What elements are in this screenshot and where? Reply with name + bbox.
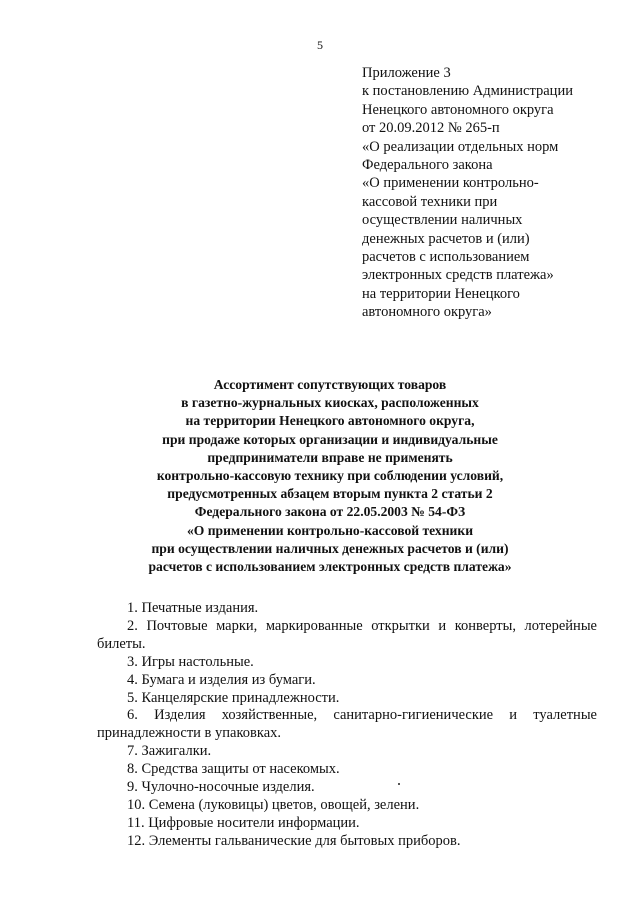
list-item-continuation: принадлежности в упаковках. [97, 725, 282, 742]
appendix-line: электронных средств платежа» [362, 267, 554, 284]
appendix-line: расчетов с использованием [362, 249, 530, 266]
scan-speck [398, 783, 400, 785]
list-item: 8. Средства защиты от насекомых. [127, 761, 340, 778]
list-item: 6. Изделия хозяйственные, санитарно-гигиенические и туалетные [127, 707, 597, 724]
title-line: Ассортимент сопутствующих товаров [213, 377, 447, 392]
appendix-line: денежных расчетов и (или) [362, 230, 530, 247]
document-title [60, 376, 600, 576]
appendix-line: кассовой техники при [362, 193, 498, 210]
list-item: 11. Цифровые носители информации. [127, 814, 360, 831]
list-item: 10. Семена (луковицы) цветов, овощей, зелени. [127, 796, 420, 813]
list-item: 1. Печатные издания. [127, 600, 259, 616]
page-number: 5 [317, 38, 323, 52]
appendix-line: автономного округа» [362, 304, 492, 321]
list-item: 9. Чулочно-носочные изделия. [127, 779, 315, 796]
list-item: 3. Игры настольные. [127, 653, 254, 670]
title-line: на территории Ненецкого автономного округа, [185, 413, 475, 429]
list-item: 5. Канцелярские принадлежности. [127, 689, 340, 706]
list-item: 2. Почтовые марки, маркированные открытки и конверты, лотерейные [127, 617, 597, 634]
appendix-line: на территории Ненецкого [362, 285, 520, 302]
list-item: 7. Зажигалки. [127, 743, 212, 760]
list-item: 4. Бумага и изделия из бумаги. [127, 671, 316, 688]
title-line: при осуществлении наличных денежных расчетов и (или) [151, 540, 509, 556]
title-line: при продаже которых организации и индивидуальные [162, 431, 498, 447]
appendix-line: Федерального закона [362, 157, 493, 174]
title-line: Федерального закона от 22.05.2003 № 54-ФЗ [194, 504, 466, 520]
title-line: предусмотренных абзацем вторым пункта 2 статьи 2 [167, 486, 493, 502]
appendix-line: Приложение 3 [362, 65, 451, 81]
appendix-line: Ненецкого автономного округа [362, 101, 554, 118]
list-item: 12. Элементы гальванические для бытовых приборов. [127, 832, 461, 849]
goods-list [97, 600, 597, 851]
appendix-line: к постановлению Администрации [362, 83, 573, 100]
appendix-line: «О реализации отдельных норм [362, 138, 559, 155]
appendix-header [362, 64, 602, 322]
list-item-continuation: билеты. [97, 635, 146, 652]
title-line: контрольно-кассовую технику при соблюдении условий, [156, 468, 504, 484]
appendix-line: осуществлении наличных [362, 212, 523, 229]
appendix-line: «О применении контрольно- [362, 175, 539, 192]
title-line: предприниматели вправе не применять [207, 449, 453, 465]
title-line: расчетов с использованием электронных средств платежа» [148, 559, 512, 575]
title-line: «О применении контрольно-кассовой техники [186, 522, 474, 538]
title-line: в газетно-журнальных киосках, расположенных [181, 395, 479, 411]
appendix-line: от 20.09.2012 № 265-п [362, 120, 500, 137]
